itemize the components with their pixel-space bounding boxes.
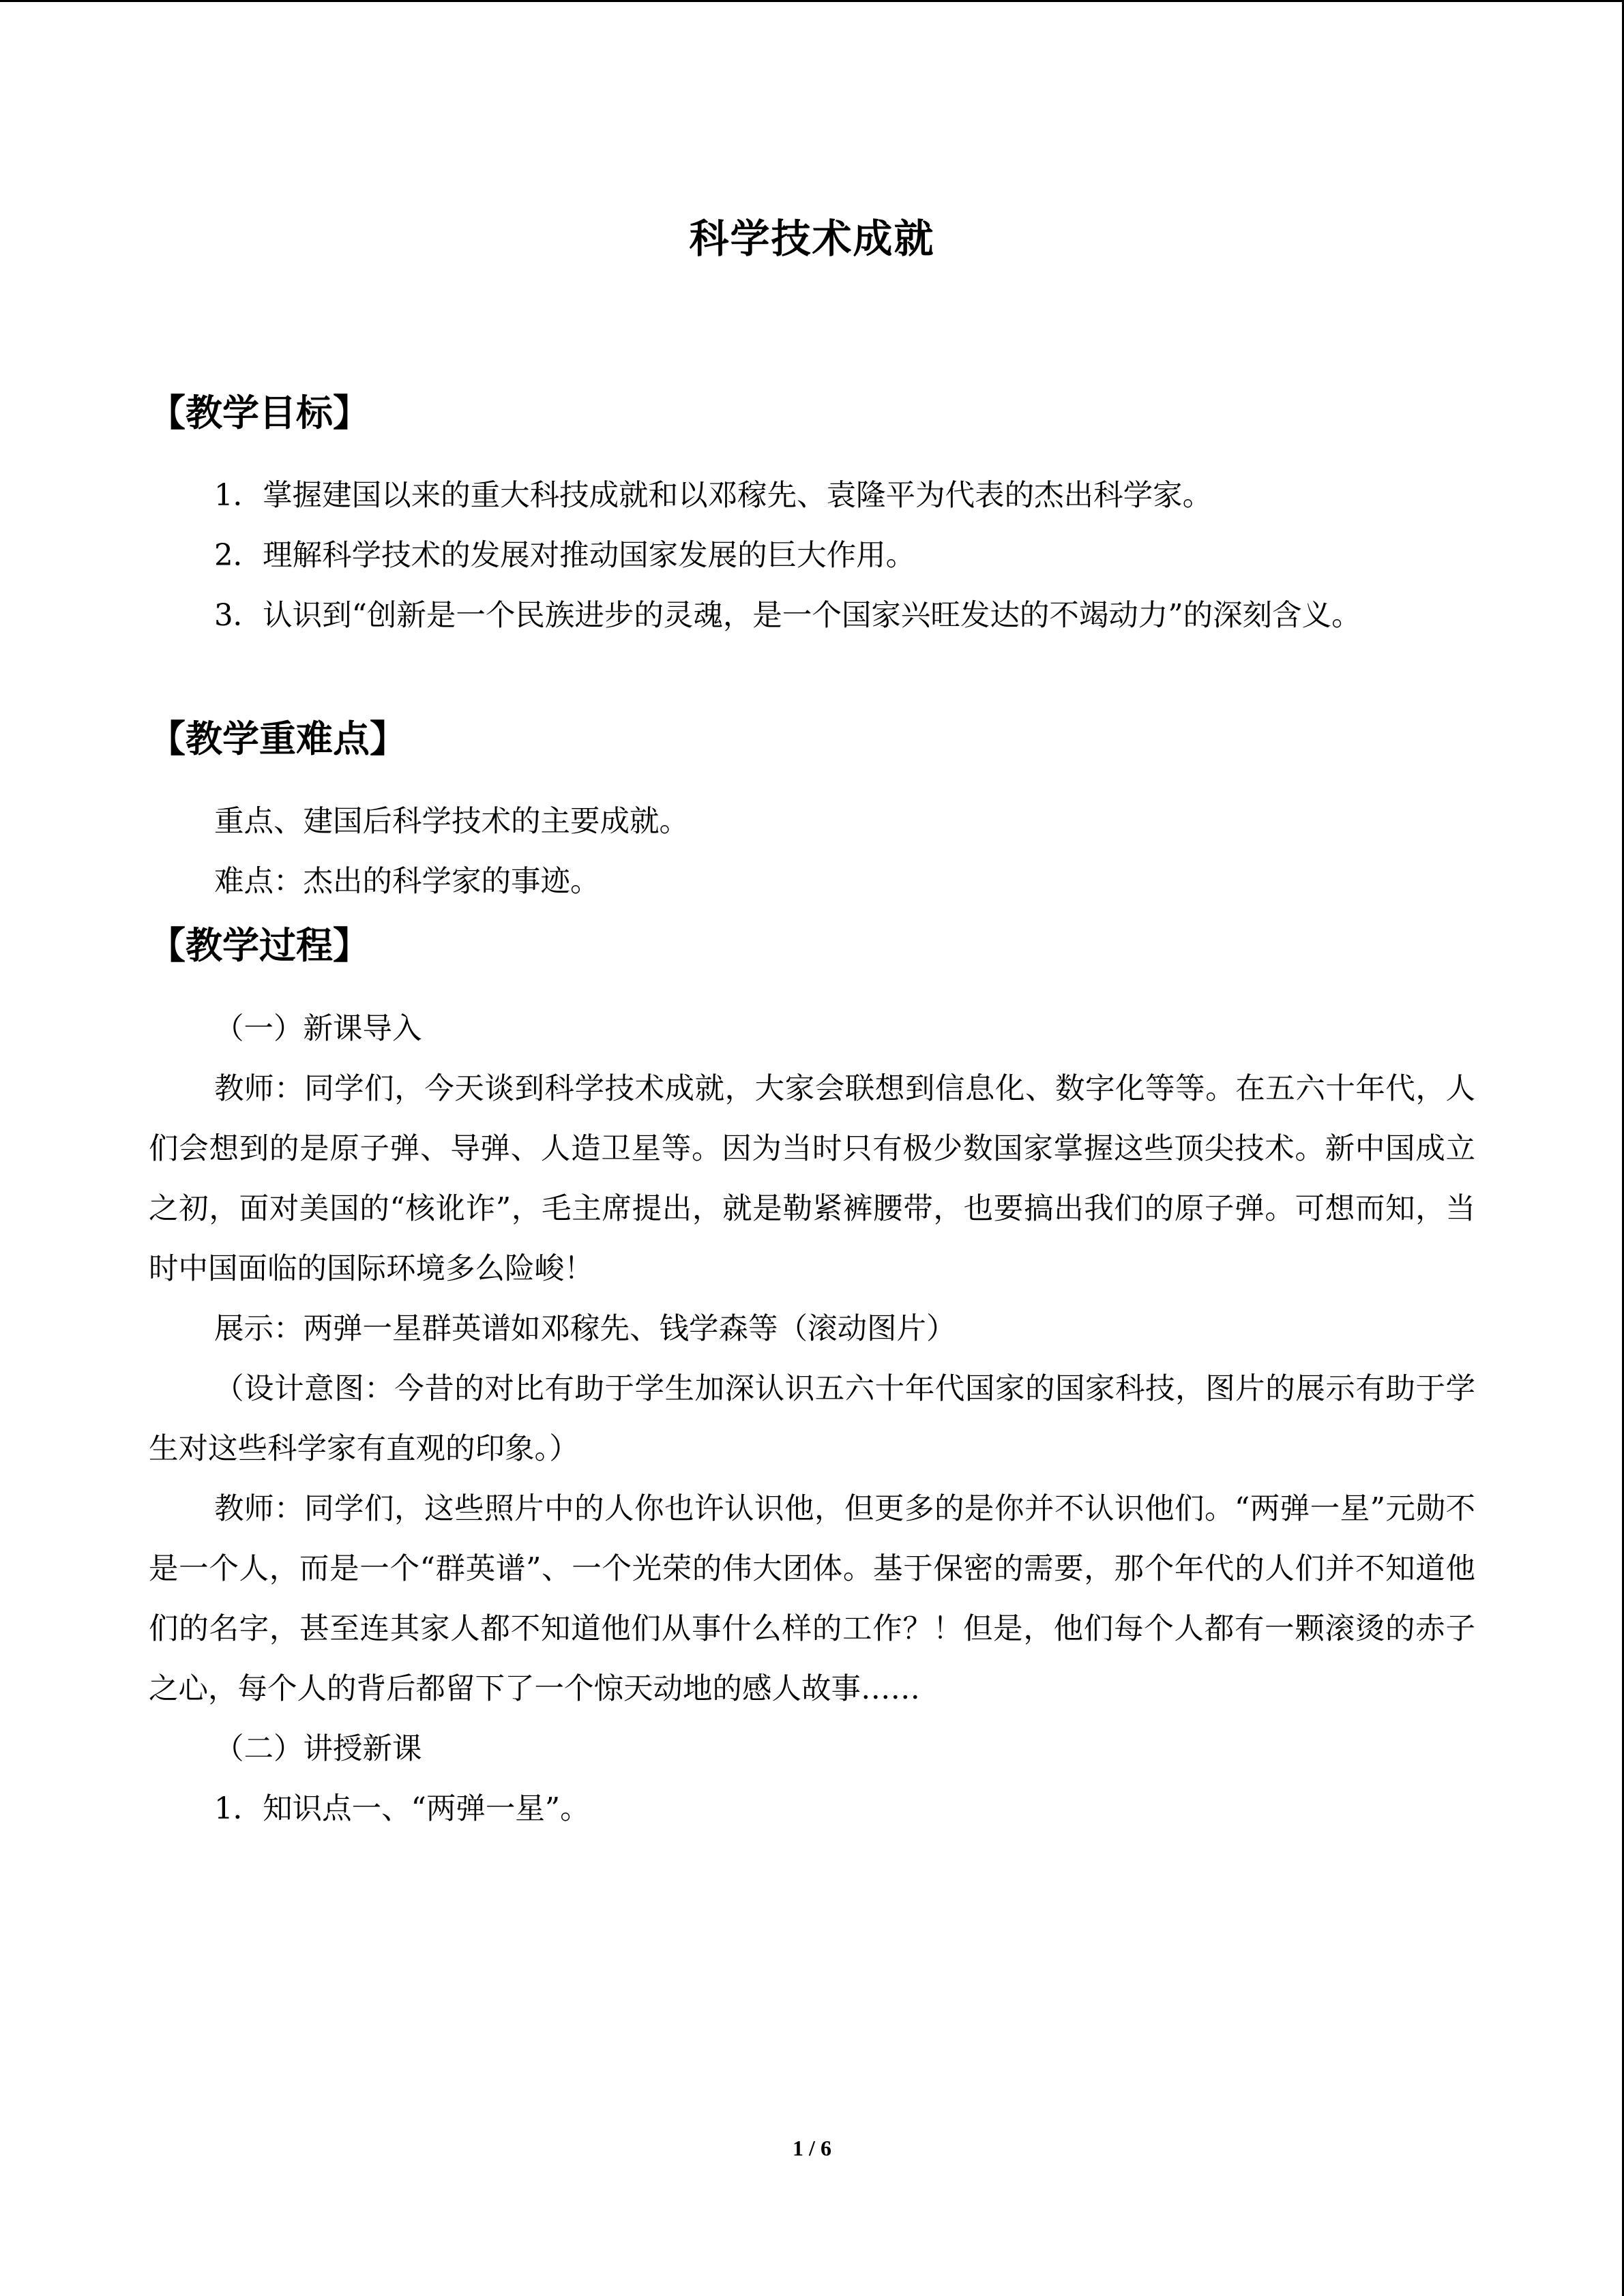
display-paragraph: 展示：两弹一星群英谱如邓稼先、钱学森等（滚动图片） [214, 1312, 956, 1346]
document-title: 科学技术成就 [689, 215, 935, 262]
subsection-intro-heading: （一）新课导入 [214, 1012, 422, 1046]
teacher-story-paragraph: 教师：同学们，这些照片中的人你也许认识他，但更多的是你并不认识他们。“两弹一星”元勋不是一个人，而是一个“群英谱”、一个光荣的伟大团体。基于保密的需要，那个年代的人们并不知道他们的名字，甚至连其家人都不知道他们从事什么样的工作？！但是，他们每个人都有一颗滚烫的赤子之心，每个人的背后都留下了一个惊天动地的感人故事…… [149, 1492, 1475, 1706]
page-top-border [0, 0, 1624, 2]
key-point-paragraph: 重点、建国后科学技术的主要成就。 [214, 805, 689, 839]
teacher-intro-paragraph: 教师：同学们，今天谈到科学技术成就，大家会联想到信息化、数字化等等。在五六十年代，人们会想到的是原子弹、导弹、人造卫星等。因为当时只有极少数国家掌握这些顶尖技术。新中国成立之初，面对美国的“核讹诈”，毛主席提出，就是勒紧裤腰带，也要搞出我们的原子弹。可想而知，当时中国面临的国际环境多么险峻！ [149, 1072, 1475, 1286]
page-number: 1 / 6 [793, 2136, 831, 2160]
objective-paragraph-2: 2．理解科学技术的发展对推动国家发展的巨大作用。 [214, 539, 916, 573]
difficult-point-paragraph: 难点：杰出的科学家的事迹。 [214, 865, 600, 899]
objective-paragraph-1: 1．掌握建国以来的重大科技成就和以邓稼先、袁隆平为代表的杰出科学家。 [214, 479, 1213, 513]
objective-paragraph-3: 3．认识到“创新是一个民族进步的灵魂，是一个国家兴旺发达的不竭动力”的深刻含义。 [214, 599, 1361, 633]
subsection-lecture-heading: （二）讲授新课 [214, 1732, 422, 1766]
section-heading-objectives: 【教学目标】 [149, 391, 370, 434]
section-heading-key-points: 【教学重难点】 [149, 717, 407, 760]
section-heading-process: 【教学过程】 [149, 924, 370, 967]
design-intent-paragraph: （设计意图：今昔的对比有助于学生加深认识五六十年代国家的国家科技，图片的展示有助于学生对这些科学家有直观的印象。） [149, 1372, 1475, 1466]
knowledge-point-1: 1．知识点一、“两弹一星”。 [214, 1792, 590, 1826]
